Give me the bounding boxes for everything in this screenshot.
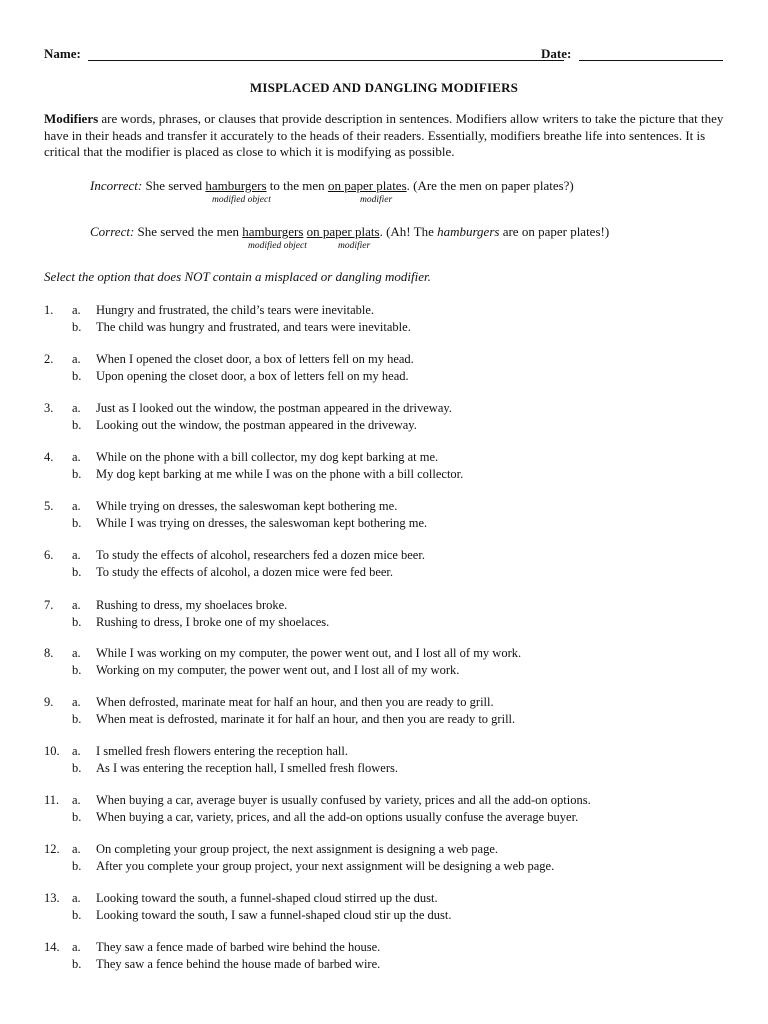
option-letter: b. (72, 711, 82, 726)
option-letter: a. (72, 891, 81, 905)
option-a: Hungry and frustrated, the child’s tears were inevitable. (96, 303, 375, 317)
option-b: Looking out the window, the postman appeared in the driveway. (96, 417, 417, 432)
question-item (44, 646, 744, 679)
option-b: They saw a fence behind the house made of barbed wire. (96, 956, 381, 971)
correct-italic-word: hamburgers (437, 224, 500, 239)
option-a: While on the phone with a bill collector, my dog kept barking at me. (96, 450, 439, 464)
option-a: Just as I looked out the window, the postman appeared in the driveway. (96, 401, 452, 415)
question-number: 10. (44, 744, 60, 758)
question-number: 6. (44, 548, 54, 562)
option-letter: b. (72, 809, 82, 824)
option-a: While I was working on my computer, the power went out, and I lost all of my work. (96, 646, 522, 660)
option-letter: a. (72, 499, 81, 513)
option-letter: b. (72, 760, 82, 775)
option-letter: a. (72, 598, 81, 612)
intro-text: are words, phrases, or clauses that provide description in sentences. Modifiers allow writers to take the picture that they have in their heads and transfer it accurately to the heads of their readers. Essentially, modifiers breathe life into sentences. It is critical that the modifier is placed as close to which it is modifying as possible. (44, 111, 724, 159)
option-a: When I opened the closet door, a box of letters fell on my head. (96, 352, 414, 366)
question-item (44, 401, 744, 434)
incorrect-modifier: on paper plates (327, 178, 407, 193)
intro-term: Modifiers (44, 111, 99, 126)
option-a: When buying a car, average buyer is usually confused by variety, prices and all the add-on options. (96, 793, 591, 807)
option-b: To study the effects of alcohol, a dozen mice were fed beer. (96, 564, 394, 579)
instructions: Select the option that does NOT contain a misplaced or dangling modifier. (44, 269, 431, 284)
question-number: 5. (44, 499, 54, 513)
option-b: Working on my computer, the power went out, and I lost all of my work. (96, 662, 460, 677)
incorrect-object: hamburgers (205, 178, 267, 193)
option-letter: a. (72, 842, 81, 856)
option-a: Rushing to dress, my shoelaces broke. (96, 598, 288, 612)
option-letter: a. (72, 940, 81, 954)
question-item (44, 450, 744, 483)
option-letter: b. (72, 319, 82, 334)
question-number: 3. (44, 401, 54, 415)
option-b: As I was entering the reception hall, I smelled fresh flowers. (96, 760, 398, 775)
question-item (44, 842, 744, 875)
example-text: . (Ah! The (379, 224, 438, 239)
correct-object: hamburgers (242, 224, 304, 239)
header-row (44, 46, 724, 66)
question-item (44, 352, 744, 385)
option-letter: b. (72, 907, 82, 922)
example-text: to the men (266, 178, 328, 193)
question-item (44, 744, 744, 777)
option-letter: b. (72, 614, 82, 629)
option-letter: a. (72, 548, 81, 562)
option-b: Looking toward the south, I saw a funnel-shaped cloud stir up the dust. (96, 907, 452, 922)
correct-lead: Correct: (90, 224, 135, 239)
option-letter: a. (72, 303, 81, 317)
question-number: 13. (44, 891, 60, 905)
option-letter: a. (72, 695, 81, 709)
option-letter: a. (72, 401, 81, 415)
option-letter: b. (72, 956, 82, 971)
name-blank-line (88, 60, 564, 61)
question-item (44, 940, 744, 973)
question-item (44, 548, 744, 581)
date-blank-line (579, 60, 723, 61)
date-label: Date: (541, 46, 572, 61)
option-letter: a. (72, 744, 81, 758)
question-number: 7. (44, 598, 54, 612)
question-number: 1. (44, 303, 54, 317)
question-number: 2. (44, 352, 54, 366)
correct-object-note: modified object (248, 241, 307, 251)
question-number: 8. (44, 646, 54, 660)
example-text: . (Are the men on paper plates?) (406, 178, 574, 193)
intro-paragraph (44, 111, 734, 161)
example-text: are on paper plates!) (499, 224, 610, 239)
correct-modifier-note: modifier (338, 241, 371, 251)
option-letter: a. (72, 352, 81, 366)
question-item (44, 695, 744, 728)
option-a: While trying on dresses, the saleswoman kept bothering me. (96, 499, 398, 513)
question-item (44, 303, 744, 336)
name-label: Name: (44, 46, 81, 61)
option-letter: a. (72, 450, 81, 464)
option-b: Upon opening the closet door, a box of letters fell on my head. (96, 368, 409, 383)
option-b: While I was trying on dresses, the saleswoman kept bothering me. (96, 515, 428, 530)
option-letter: b. (72, 515, 82, 530)
option-a: On completing your group project, the next assignment is designing a web page. (96, 842, 498, 856)
question-item (44, 891, 744, 924)
question-number: 14. (44, 940, 60, 954)
option-b: Rushing to dress, I broke one of my shoelaces. (96, 614, 330, 629)
option-a: To study the effects of alcohol, researchers fed a dozen mice beer. (96, 548, 425, 562)
question-item (44, 499, 744, 532)
option-b: My dog kept barking at me while I was on the phone with a bill collector. (96, 466, 464, 481)
incorrect-example (90, 178, 574, 194)
question-item (44, 598, 744, 631)
option-letter: a. (72, 793, 81, 807)
example-text: She served the men (134, 224, 243, 239)
example-text: She served (142, 178, 206, 193)
option-b: When meat is defrosted, marinate it for half an hour, and then you are ready to grill. (96, 711, 516, 726)
option-b: The child was hungry and frustrated, and tears were inevitable. (96, 319, 411, 334)
option-a: They saw a fence made of barbed wire behind the house. (96, 940, 381, 954)
option-letter: b. (72, 662, 82, 677)
option-letter: b. (72, 417, 82, 432)
option-letter: b. (72, 858, 82, 873)
option-letter: a. (72, 646, 81, 660)
question-number: 9. (44, 695, 54, 709)
question-item (44, 793, 744, 826)
option-b: When buying a car, variety, prices, and all the add-on options usually confuse the average buyer. (96, 809, 579, 824)
option-b: After you complete your group project, your next assignment will be designing a web page. (96, 858, 555, 873)
option-letter: b. (72, 564, 82, 579)
question-number: 12. (44, 842, 60, 856)
option-a: When defrosted, marinate meat for half an hour, and then you are ready to grill. (96, 695, 494, 709)
option-letter: b. (72, 466, 82, 481)
option-a: Looking toward the south, a funnel-shaped cloud stirred up the dust. (96, 891, 438, 905)
correct-modifier: on paper plats (306, 224, 380, 239)
correct-example (90, 224, 609, 240)
question-number: 4. (44, 450, 54, 464)
incorrect-object-note: modified object (212, 195, 271, 205)
question-number: 11. (44, 793, 60, 807)
incorrect-lead: Incorrect: (90, 178, 143, 193)
option-letter: b. (72, 368, 82, 383)
option-a: I smelled fresh flowers entering the reception hall. (96, 744, 348, 758)
page-title: MISPLACED AND DANGLING MODIFIERS (249, 80, 519, 95)
incorrect-modifier-note: modifier (360, 195, 393, 205)
